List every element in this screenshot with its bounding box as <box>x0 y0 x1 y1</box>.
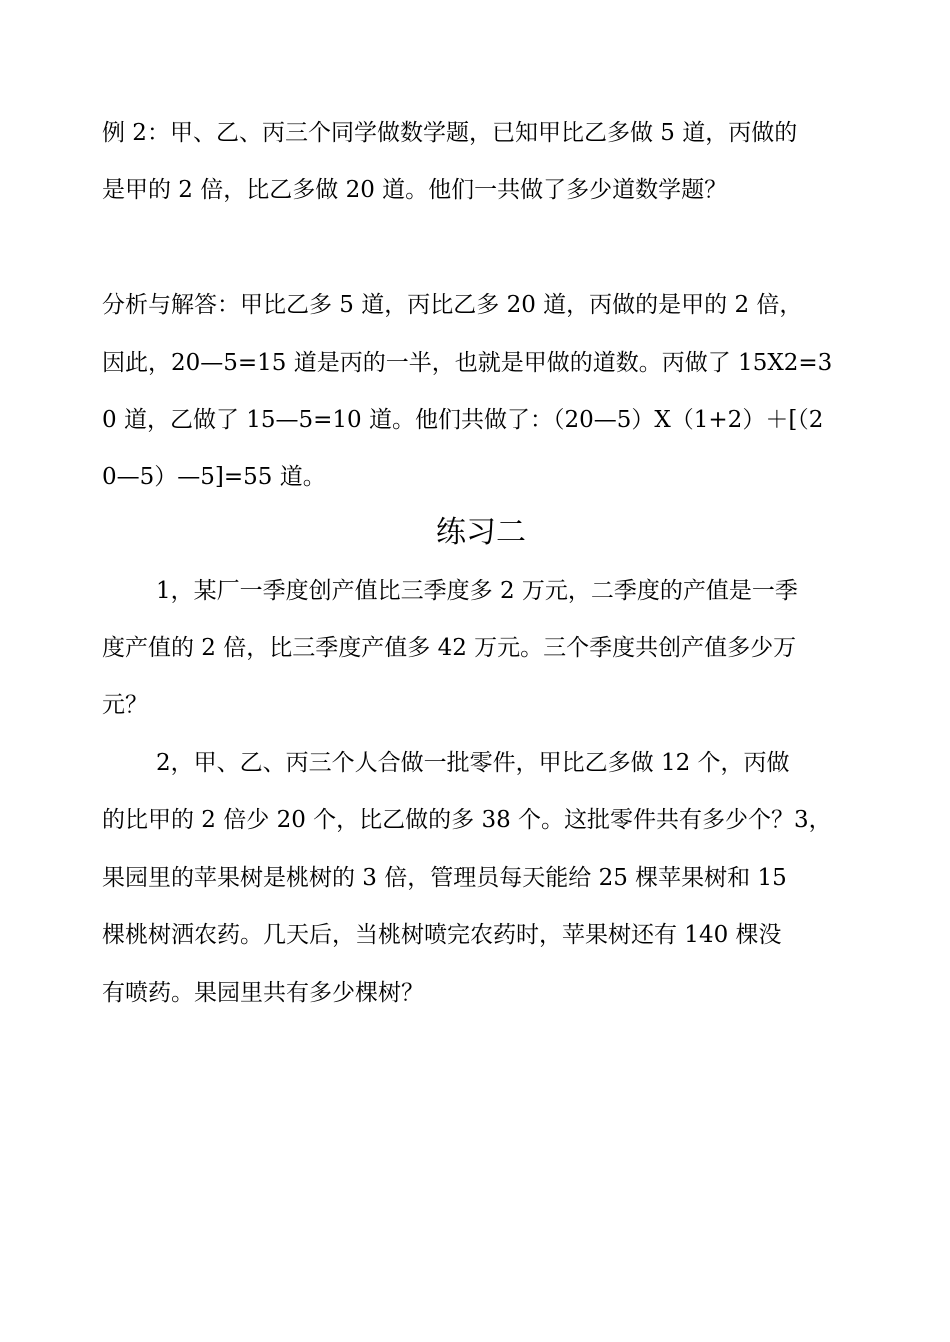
exercise-line-7: 棵桃树洒农药。几天后，当桃树喷完农药时，苹果树还有 140 棵没 <box>102 922 782 948</box>
analysis-line-1: 分析与解答：甲比乙多 5 道，丙比乙多 20 道，丙做的是甲的 2 倍， <box>102 292 803 318</box>
exercise-line-8: 有喷药。果园里共有多少棵树？ <box>102 980 424 1006</box>
analysis-line-3: 0 道，乙做了 15—5=10 道。他们共做了：（20—5）X（1+2）＋[（2 <box>102 407 824 433</box>
exercise-line-6: 果园里的苹果树是桃树的 3 倍，管理员每天能给 25 棵苹果树和 15 <box>102 865 787 891</box>
example-line-1: 例 2：甲、乙、丙三个同学做数学题，已知甲比乙多做 5 道，丙做的 <box>102 120 798 146</box>
exercise-line-5: 的比甲的 2 倍少 20 个，比乙做的多 38 个。这批零件共有多少个？3， <box>102 807 832 833</box>
exercise-line-4: 2，甲、乙、丙三个人合做一批零件，甲比乙多做 12 个，丙做 <box>156 750 790 776</box>
exercise-title: 练习二 <box>436 515 526 550</box>
exercise-line-1: 1，某厂一季度创产值比三季度多 2 万元，二季度的产值是一季 <box>156 578 798 604</box>
example-line-2: 是甲的 2 倍，比乙多做 20 道。他们一共做了多少道数学题？ <box>102 177 728 203</box>
exercise-line-2: 度产值的 2 倍，比三季度产值多 42 万元。三个季度共创产值多少万 <box>102 635 797 661</box>
analysis-line-4: 0—5）—5]=55 道。 <box>102 464 326 490</box>
analysis-line-2: 因此，20—5=15 道是丙的一半，也就是甲做的道数。丙做了 15X2=3 <box>102 350 833 376</box>
exercise-line-3: 元？ <box>102 692 148 718</box>
